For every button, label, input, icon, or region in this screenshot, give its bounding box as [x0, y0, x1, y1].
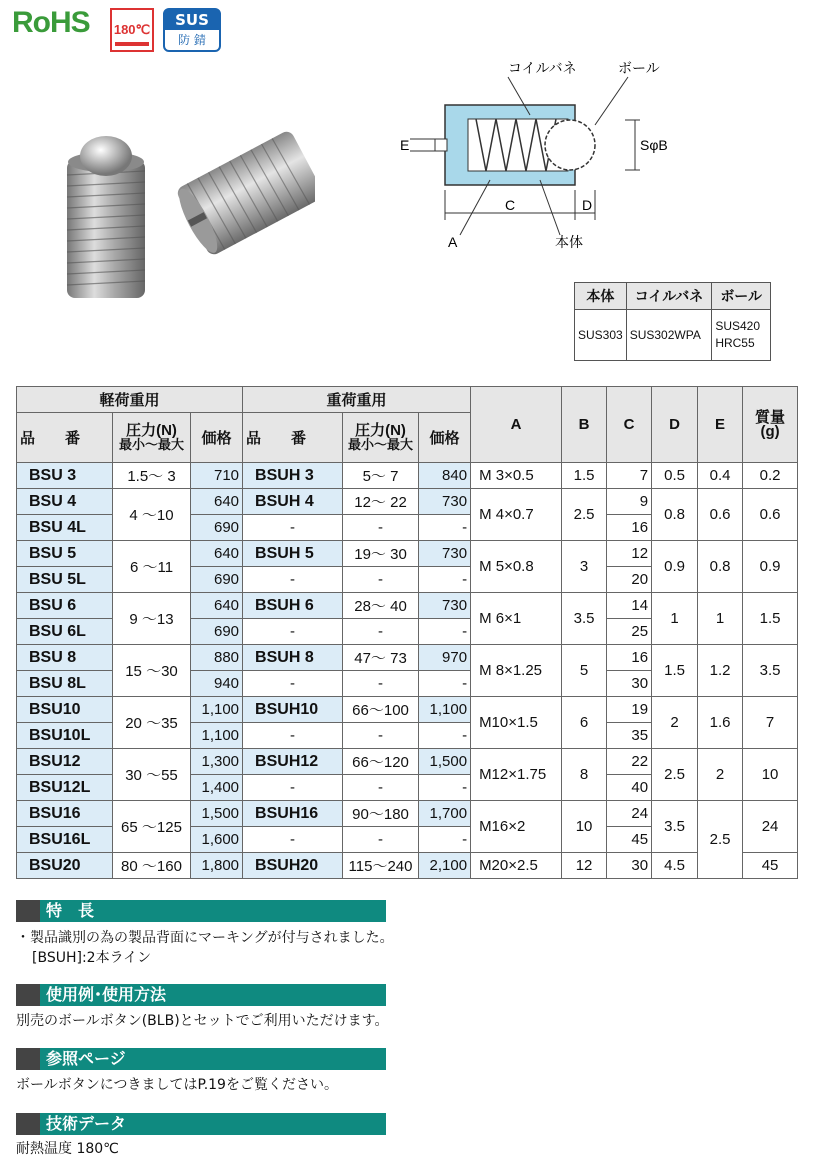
dim-e: 0.8	[698, 541, 743, 593]
thread-a: M10×1.5	[471, 697, 562, 749]
price-light: 880	[191, 645, 243, 671]
mat-header-spring: コイルバネ	[626, 283, 712, 310]
sus-badge	[163, 8, 221, 52]
header-mass	[743, 387, 798, 463]
dim-d: 0.5	[652, 463, 698, 489]
slot	[435, 139, 447, 151]
price-light: 940	[191, 671, 243, 697]
header-light-price: 価格	[191, 413, 243, 463]
price-heavy: 2,100	[419, 853, 471, 879]
pressure-heavy: 28～ 40	[343, 593, 419, 619]
dim-c: 40	[607, 775, 652, 801]
price-heavy: 1,700	[419, 801, 471, 827]
usage-text: 別売のボールボタン(BLB)とセットでご利用いただけます。	[16, 1013, 389, 1029]
price-light: 640	[191, 489, 243, 515]
spec-table	[16, 386, 798, 879]
sus-badge-top: SUS	[165, 10, 219, 30]
part-light: BSU 5L	[17, 567, 113, 593]
header-mass-label: 質量	[755, 408, 786, 426]
mass: 10	[743, 749, 798, 801]
part-heavy: -	[243, 723, 343, 749]
part-heavy: BSUH10	[243, 697, 343, 723]
pressure-heavy: 19～ 30	[343, 541, 419, 567]
dim-e: 1	[698, 593, 743, 645]
thread-a: M 3×0.5	[471, 463, 562, 489]
header-b: B	[562, 387, 607, 463]
features-text-2: [BSUH]:2本ライン	[32, 950, 152, 966]
price-heavy: -	[419, 671, 471, 697]
tech-text: 耐熱温度 180℃	[16, 1141, 119, 1157]
dim-e: 1.2	[698, 645, 743, 697]
mass: 0.2	[743, 463, 798, 489]
price-heavy: 1,100	[419, 697, 471, 723]
part-light: BSU 8	[17, 645, 113, 671]
label-d: D	[582, 197, 593, 213]
dim-c: 24	[607, 801, 652, 827]
price-light: 1,100	[191, 697, 243, 723]
dim-c: 19	[607, 697, 652, 723]
part-light: BSU12L	[17, 775, 113, 801]
price-heavy: -	[419, 775, 471, 801]
header-light-part: 品 番	[17, 413, 113, 463]
part-light: BSU16L	[17, 827, 113, 853]
price-light: 640	[191, 593, 243, 619]
section-reference-title: 参照ページ	[16, 1048, 386, 1070]
header-heavy-part: 品 番	[243, 413, 343, 463]
features-text-1: ・製品識別の為の製品背面にマーキングが付与されました。	[16, 930, 394, 946]
pressure-heavy: 90～180	[343, 801, 419, 827]
price-light: 690	[191, 515, 243, 541]
mat-spring: SUS302WPA	[626, 310, 712, 361]
label-c: C	[505, 197, 516, 213]
part-heavy: -	[243, 567, 343, 593]
dim-c: 25	[607, 619, 652, 645]
pressure-heavy: 66～120	[343, 749, 419, 775]
pressure-heavy: 12～ 22	[343, 489, 419, 515]
dim-e: 0.6	[698, 489, 743, 541]
dim-c: 22	[607, 749, 652, 775]
dim-c: 16	[607, 515, 652, 541]
price-light: 690	[191, 619, 243, 645]
part-heavy: BSUH 3	[243, 463, 343, 489]
price-light: 640	[191, 541, 243, 567]
pressure-heavy: 47～ 73	[343, 645, 419, 671]
part-heavy: -	[243, 515, 343, 541]
reference-text: ボールボタンにつきましてはP.19をご覧ください。	[16, 1077, 338, 1093]
header-mass-unit: (g)	[760, 422, 780, 440]
header-e: E	[698, 387, 743, 463]
mass: 1.5	[743, 593, 798, 645]
price-light: 690	[191, 567, 243, 593]
pressure-light: 6 ～11	[113, 541, 191, 593]
pressure-heavy: 66～100	[343, 697, 419, 723]
dim-d: 2	[652, 697, 698, 749]
temperature-badge: 180℃	[110, 8, 154, 52]
label-coil-spring: コイルバネ	[508, 60, 577, 76]
thread-a: M 8×1.25	[471, 645, 562, 697]
table-row	[17, 541, 798, 567]
thread-a: M20×2.5	[471, 853, 562, 879]
dim-e: 2.5	[698, 801, 743, 879]
price-heavy: -	[419, 827, 471, 853]
mass: 0.6	[743, 489, 798, 541]
pressure-heavy: -	[343, 827, 419, 853]
table-row	[17, 853, 798, 879]
price-light: 710	[191, 463, 243, 489]
part-heavy: BSUH 6	[243, 593, 343, 619]
part-light: BSU12	[17, 749, 113, 775]
dim-b: 3	[562, 541, 607, 593]
part-heavy: -	[243, 619, 343, 645]
dim-c: 30	[607, 853, 652, 879]
price-light: 1,500	[191, 801, 243, 827]
header-light-pressure-sub: 最小～最大	[118, 436, 184, 452]
dim-c: 30	[607, 671, 652, 697]
thread-a: M 6×1	[471, 593, 562, 645]
table-row	[17, 489, 798, 515]
part-light: BSU 4L	[17, 515, 113, 541]
part-heavy: BSUH 8	[243, 645, 343, 671]
pressure-light: 4 ～10	[113, 489, 191, 541]
dim-b: 8	[562, 749, 607, 801]
label-a: A	[448, 234, 458, 250]
table-row	[17, 749, 798, 775]
pressure-heavy: -	[343, 515, 419, 541]
dim-b: 2.5	[562, 489, 607, 541]
label-ball: ボール	[618, 60, 660, 76]
price-light: 1,800	[191, 853, 243, 879]
dim-d: 1.5	[652, 645, 698, 697]
price-heavy: 970	[419, 645, 471, 671]
thread-a: M12×1.75	[471, 749, 562, 801]
label-e: E	[400, 137, 410, 153]
part-light: BSU 6	[17, 593, 113, 619]
dim-e: 1.6	[698, 697, 743, 749]
group-light: 軽荷重用	[17, 387, 243, 413]
mass: 7	[743, 697, 798, 749]
thread-a: M 5×0.8	[471, 541, 562, 593]
dim-c: 20	[607, 567, 652, 593]
price-heavy: -	[419, 567, 471, 593]
mass: 0.9	[743, 541, 798, 593]
part-heavy: BSUH 4	[243, 489, 343, 515]
price-heavy: 730	[419, 593, 471, 619]
dim-b: 6	[562, 697, 607, 749]
table-row	[17, 645, 798, 671]
pressure-heavy: -	[343, 671, 419, 697]
part-light: BSU 4	[17, 489, 113, 515]
mass: 45	[743, 853, 798, 879]
header-d: D	[652, 387, 698, 463]
pressure-light: 30 ～55	[113, 749, 191, 801]
pressure-light: 1.5～ 3	[113, 463, 191, 489]
ball-plunger-upright	[67, 136, 145, 298]
pressure-light: 65 ～125	[113, 801, 191, 853]
header-heavy-pressure-sub: 最小～最大	[348, 436, 414, 452]
table-row	[17, 801, 798, 827]
group-heavy: 重荷重用	[243, 387, 471, 413]
dim-d: 0.9	[652, 541, 698, 593]
pressure-light: 80 ～160	[113, 853, 191, 879]
part-heavy: BSUH20	[243, 853, 343, 879]
table-row	[17, 697, 798, 723]
mat-ball: SUS420 HRC55	[712, 310, 771, 361]
part-heavy: BSUH12	[243, 749, 343, 775]
pressure-heavy: 5～ 7	[343, 463, 419, 489]
header-a: A	[471, 387, 562, 463]
dim-d: 3.5	[652, 801, 698, 853]
price-heavy: 730	[419, 489, 471, 515]
pressure-heavy: -	[343, 723, 419, 749]
rohs-logo: RoHS	[12, 6, 90, 39]
label-sb: SφB	[640, 137, 668, 153]
dim-b: 10	[562, 801, 607, 853]
price-heavy: -	[419, 723, 471, 749]
ball-plunger-tilted	[171, 130, 315, 259]
dim-d: 2.5	[652, 749, 698, 801]
header-light-pressure	[113, 413, 191, 463]
ball	[545, 120, 595, 170]
thread-a: M 4×0.7	[471, 489, 562, 541]
table-row	[17, 463, 798, 489]
materials-table	[574, 282, 771, 361]
dim-b: 5	[562, 645, 607, 697]
part-heavy: -	[243, 671, 343, 697]
price-heavy: 840	[419, 463, 471, 489]
part-light: BSU 3	[17, 463, 113, 489]
header-heavy-pressure-label: 圧力(N)	[355, 421, 406, 439]
pressure-light: 9 ～13	[113, 593, 191, 645]
mat-body: SUS303	[575, 310, 627, 361]
price-heavy: 730	[419, 541, 471, 567]
pressure-heavy: -	[343, 567, 419, 593]
pressure-heavy: -	[343, 775, 419, 801]
pressure-heavy: 115～240	[343, 853, 419, 879]
thread-a: M16×2	[471, 801, 562, 853]
dim-b: 1.5	[562, 463, 607, 489]
section-usage-title: 使用例･使用方法	[16, 984, 386, 1006]
dim-e: 2	[698, 749, 743, 801]
label-body: 本体	[555, 234, 583, 250]
part-light: BSU16	[17, 801, 113, 827]
price-light: 1,400	[191, 775, 243, 801]
header-c: C	[607, 387, 652, 463]
dim-c: 9	[607, 489, 652, 515]
part-heavy: BSUH 5	[243, 541, 343, 567]
part-light: BSU10	[17, 697, 113, 723]
dim-c: 16	[607, 645, 652, 671]
mat-header-ball: ボール	[712, 283, 771, 310]
sus-badge-bottom: 防 錆	[178, 33, 206, 47]
dim-e: 0.4	[698, 463, 743, 489]
mass: 3.5	[743, 645, 798, 697]
section-tech-title: 技術データ	[16, 1113, 386, 1135]
dim-d: 4.5	[652, 853, 698, 879]
header-light-pressure-label: 圧力(N)	[126, 421, 177, 439]
price-heavy: -	[419, 515, 471, 541]
price-light: 1,300	[191, 749, 243, 775]
price-light: 1,600	[191, 827, 243, 853]
product-photo	[55, 130, 315, 310]
cross-section-diagram	[390, 55, 680, 265]
price-light: 1,100	[191, 723, 243, 749]
part-light: BSU20	[17, 853, 113, 879]
pressure-light: 20 ～35	[113, 697, 191, 749]
pressure-heavy: -	[343, 619, 419, 645]
table-row	[17, 593, 798, 619]
dim-c: 45	[607, 827, 652, 853]
part-heavy: -	[243, 775, 343, 801]
part-light: BSU 6L	[17, 619, 113, 645]
dim-c: 12	[607, 541, 652, 567]
dim-d: 1	[652, 593, 698, 645]
dim-b: 12	[562, 853, 607, 879]
header-heavy-pressure	[343, 413, 419, 463]
mass: 24	[743, 801, 798, 853]
dim-c: 35	[607, 723, 652, 749]
dim-c: 14	[607, 593, 652, 619]
dim-d: 0.8	[652, 489, 698, 541]
price-heavy: -	[419, 619, 471, 645]
price-heavy: 1,500	[419, 749, 471, 775]
mat-header-body: 本体	[575, 283, 627, 310]
header-heavy-price: 価格	[419, 413, 471, 463]
part-light: BSU 8L	[17, 671, 113, 697]
part-light: BSU 5	[17, 541, 113, 567]
part-light: BSU10L	[17, 723, 113, 749]
section-features-title: 特 長	[16, 900, 386, 922]
dim-c: 7	[607, 463, 652, 489]
part-heavy: -	[243, 827, 343, 853]
dim-b: 3.5	[562, 593, 607, 645]
part-heavy: BSUH16	[243, 801, 343, 827]
pressure-light: 15 ～30	[113, 645, 191, 697]
